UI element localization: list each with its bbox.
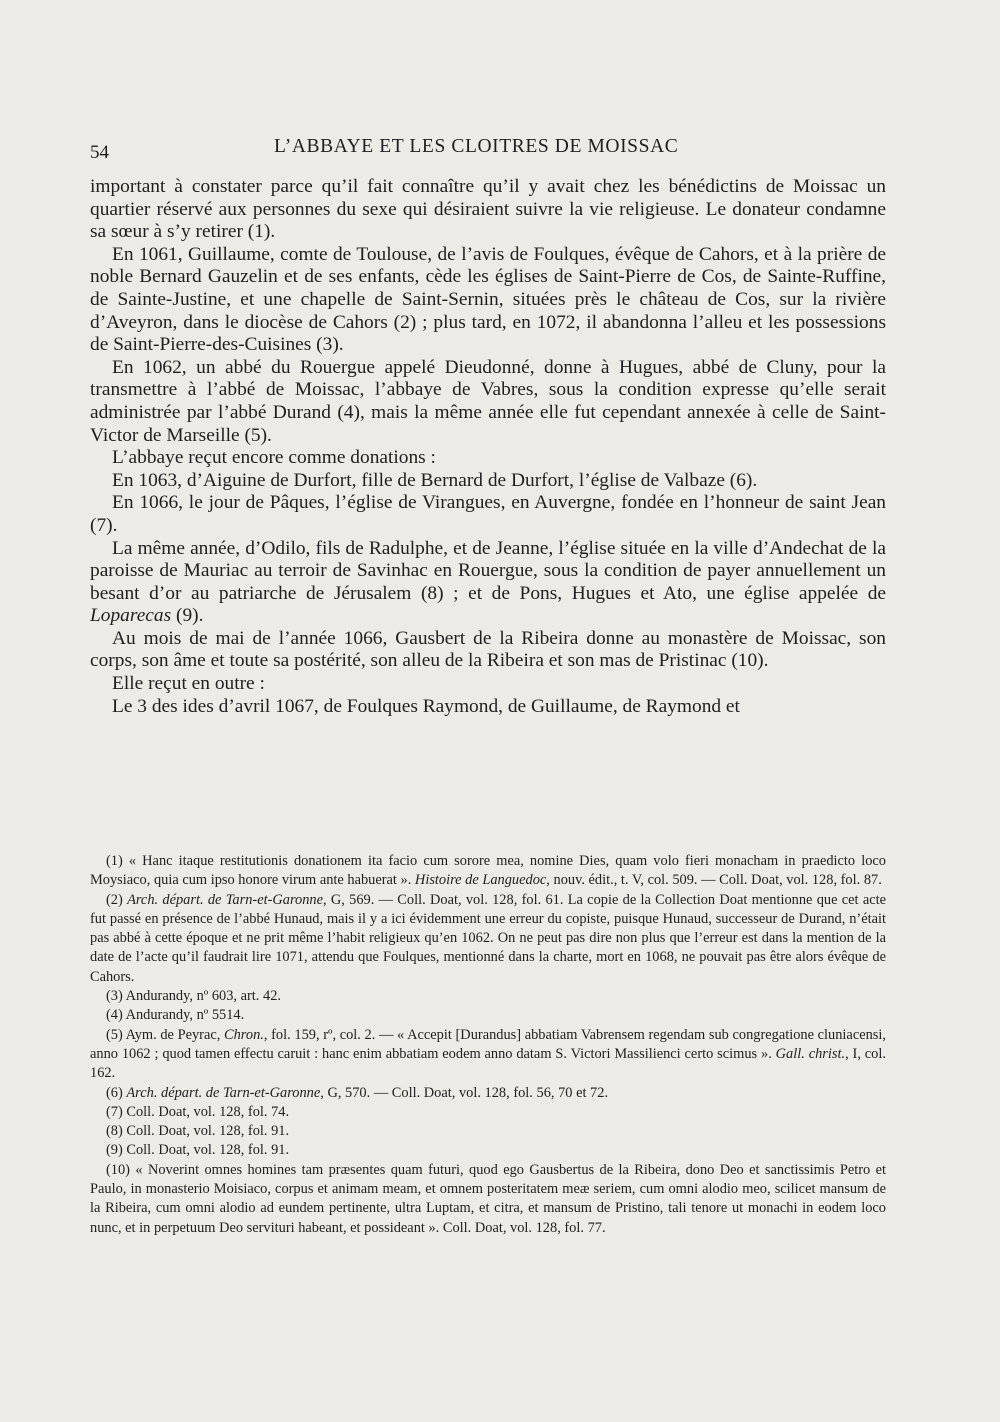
footnote-6-italic: Arch. départ. de Tarn-et-Garonne [126,1084,321,1101]
footnote-2 [90,891,886,987]
footnote-1-end: , nouv. édit., t. V, col. 509. — Coll. Doat, vol. 128, fol. 87. [546,872,882,889]
footnote-2-text: , G, 569. — Coll. Doat, vol. 128, fol. 61. La copie de la Collection Doat mentionne que cet acte fut passé en présence de l’abbé Hunaud, mais il y a ici évidemment une erreur du copiste, puisque Hunaud, successeur de Durand, n’était pas abbé à cette époque et ne prit même l’habit religieux qu’en 1062. On ne peut pas dire non plus que l’erreur est dans la mention de la date de l’acte qu’il faudrait lire 1071, attendu que Foulques, mentionné dans la charte, mort en 1068, ne pouvait pas être alors évêque de Cahors. [90,891,886,985]
footnote-7: (7) Coll. Doat, vol. 128, fol. 74. [106,1103,290,1120]
paragraph-1061: En 1061, Guillaume, comte de Toulouse, de l’avis de Foulques, évêque de Cahors, et à la prière de noble Bernard Gauzelin et de ses enfants, cède les églises de Saint-Pierre de Cos, de Sainte-Ruffine, de Sainte-Justine, et une chapelle de Saint-Sernin, situées près le château de Cos, sur la rivière d’Aveyron, dans le diocèse de Cahors (2) ; plus tard, en 1072, il abandonna l’alleu et les possessions de Saint-Pierre-des-Cuisines (3). [90,243,886,356]
paragraph-odilo-end: (9). [171,605,204,627]
paragraph-donations-intro: L’abbaye reçut encore comme donations : [112,447,436,469]
footnote-1-italic: Histoire de Languedoc [414,872,547,889]
paragraph-1063: En 1063, d’Aiguine de Durfort, fille de Bernard de Durfort, l’église de Valbaze (6). [112,469,758,491]
footnote-5-italic: Chron. [224,1026,264,1043]
footnote-5 [90,1026,886,1084]
footnote-5-italic-2: Gall. christ. [775,1045,846,1062]
paragraph-odilo [90,538,886,628]
footnote-4: (4) Andurandy, nº 5514. [106,1007,245,1024]
paragraph-further-intro: Elle reçut en outre : [112,673,265,695]
footnote-1-text: (1) « Hanc itaque restitutionis donationem ita facio cum sorore mea, nomine Dies, quam volo fieri monacham in praedicto loco Moysiaco, quia cum ipso honore virum ante habuerat ». [90,853,886,889]
paragraph-odilo-text: La même année, d’Odilo, fils de Radulphe, et de Jeanne, l’église située en la ville d’Andechat de la paroisse de Mauriac au terroir de Savinhac en Rouergue, sous la condition de payer annuellement un besant d’or au patriarche de Jérusalem (8) ; et de Pons, Hugues et Ato, une église appelée de [90,537,886,604]
footnote-5-middle: , fol. 159, rº, col. 2. — « Accepit [Durandus] abbatiam Vabrensem regendam sub congregatione cluniacensi, anno 1062 ; quod tamen effectu caruit : hanc enim abbatiam eodem anno datam S. Victori Massilienci certo scimus ». [90,1026,886,1062]
footnote-6-number: (6) [106,1084,127,1101]
footnote-8: (8) Coll. Doat, vol. 128, fol. 91. [106,1123,290,1140]
paragraph-continuation: important à constater parce qu’il fait connaître qu’il y avait chez les bénédictins de Moissac un quartier réservé aux personnes du sexe qui désiraient suivre la vie religieuse. Le donateur condamne sa sœur à s’y retirer (1). [90,176,886,243]
footnote-6 [90,1084,886,1103]
footnote-6-text: , G, 570. — Coll. Doat, vol. 128, fol. 56, 70 et 72. [320,1084,609,1101]
footnotes [90,852,886,1238]
body-text [90,176,886,718]
page-number: 54 [90,142,109,163]
footnote-5-end: , I, col. 162. [90,1045,886,1082]
footnote-2-italic: Arch. départ. de Tarn-et-Garonne [127,891,323,908]
loparecas-italic: Loparecas [90,605,172,627]
footnote-1 [90,852,886,891]
paragraph-1062: En 1062, un abbé du Rouergue appelé Dieudonné, donne à Hugues, abbé de Cluny, pour la transmettre à l’abbé de Moissac, l’abbaye de Vabres, sous la condition expresse qu’elle serait administrée par l’abbé Durand (4), mais la même année elle fut cependant annexée à celle de Saint-Victor de Marseille (5). [90,356,886,446]
footnote-5-text: (5) Aym. de Peyrac, [106,1026,225,1043]
footnote-3: (3) Andurandy, nº 603, art. 42. [106,988,281,1005]
footnote-10: (10) « Noverint omnes homines tam præsentes quam futuri, quod ego Gausbertus de la Ribeira, dono Deo et sanctissimis Petro et Paulo, in monasterio Moisiaco, corpus et animam meam, et omnem posteritatem meæ seriem, cum omni alodio meo, scilicet mansum de la Ribeira, cum omni alodio ad eundem pertinente, ultra Luptam, et citra, et mansum de Pristino, tali tenore ut monachi in eodem loco nunc, et in perpetuum Deo servituri habeant, et possideant ». Coll. Doat, vol. 128, fol. 77. [90,1161,886,1236]
paragraph-1066-easter: En 1066, le jour de Pâques, l’église de Virangues, en Auvergne, fondée en l’honneur de saint Jean (7). [90,492,886,536]
paragraph-1067: Le 3 des ides d’avril 1067, de Foulques Raymond, de Guillaume, de Raymond et [112,695,740,717]
paragraph-gausbert: Au mois de mai de l’année 1066, Gausbert de la Ribeira donne au monastère de Moissac, son corps, son âme et toute sa postérité, son alleu de la Ribeira et son mas de Pristinac (10). [90,627,886,672]
page-header [90,136,886,166]
footnote-9: (9) Coll. Doat, vol. 128, fol. 91. [106,1142,290,1159]
running-title: L’ABBAYE ET LES CLOITRES DE MOISSAC [274,136,679,157]
footnote-2-number: (2) [106,891,128,908]
